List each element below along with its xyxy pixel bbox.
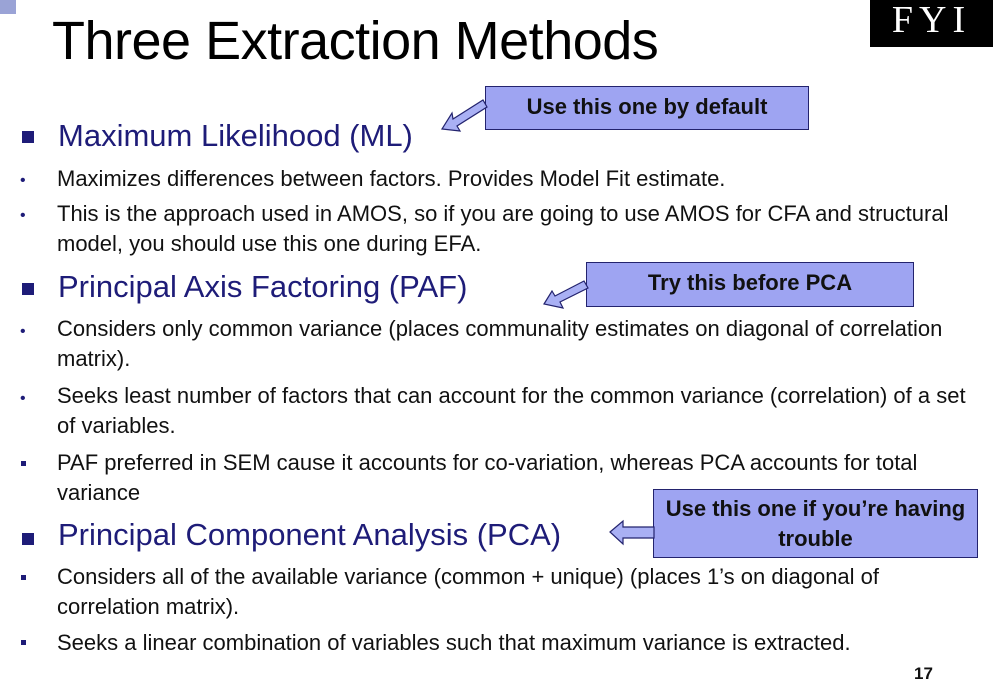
bullet-text: Maximizes differences between factors. Provides Model Fit estimate.: [57, 166, 726, 191]
callout-arrow-icon: [540, 278, 590, 312]
section-bullet: [22, 283, 34, 295]
section-heading-ml: Maximum Likelihood (ML): [58, 118, 413, 153]
fyi-badge: FYI: [870, 0, 993, 47]
bullet-dot: •: [20, 172, 26, 189]
callout-default: Use this one by default: [485, 86, 809, 130]
section-bullet: [22, 131, 34, 143]
bullet-text: Considers only common variance (places communality estimates on diagonal of correlation matrix).: [57, 316, 943, 371]
slide-title: Three Extraction Methods: [52, 11, 659, 71]
callout-pca: Use this one if you’re having trouble: [653, 489, 978, 558]
bullet-text: PAF preferred in SEM cause it accounts for co-variation, whereas PCA accounts for total variance: [57, 450, 918, 505]
section-heading-pca: Principal Component Analysis (PCA): [58, 517, 562, 552]
corner-decoration: [0, 0, 16, 14]
bullet-square: [21, 575, 26, 580]
section-bullet: [22, 533, 34, 545]
bullet-dot: •: [20, 323, 26, 340]
bullet-dot: •: [20, 390, 26, 407]
bullet-text: This is the approach used in AMOS, so if you are going to use AMOS for CFA and structural model, you should use this one during EFA.: [57, 201, 949, 256]
bullet-square: [21, 461, 26, 466]
bullet-text: Considers all of the available variance (common + unique) (places 1’s on diagonal of correlation matrix).: [57, 564, 880, 619]
callout-arrow-icon: [607, 518, 657, 548]
callout-paf: Try this before PCA: [586, 262, 914, 307]
bullet-square: [21, 640, 26, 645]
bullet-text: Seeks a linear combination of variables such that maximum variance is extracted.: [57, 630, 851, 655]
bullet-dot: •: [20, 207, 26, 224]
section-heading-paf: Principal Axis Factoring (PAF): [58, 269, 468, 304]
page-number: 17: [914, 664, 933, 683]
callout-arrow-icon: [438, 96, 488, 136]
bullet-text: Seeks least number of factors that can account for the common variance (correlation) of a set of variables.: [57, 383, 966, 438]
